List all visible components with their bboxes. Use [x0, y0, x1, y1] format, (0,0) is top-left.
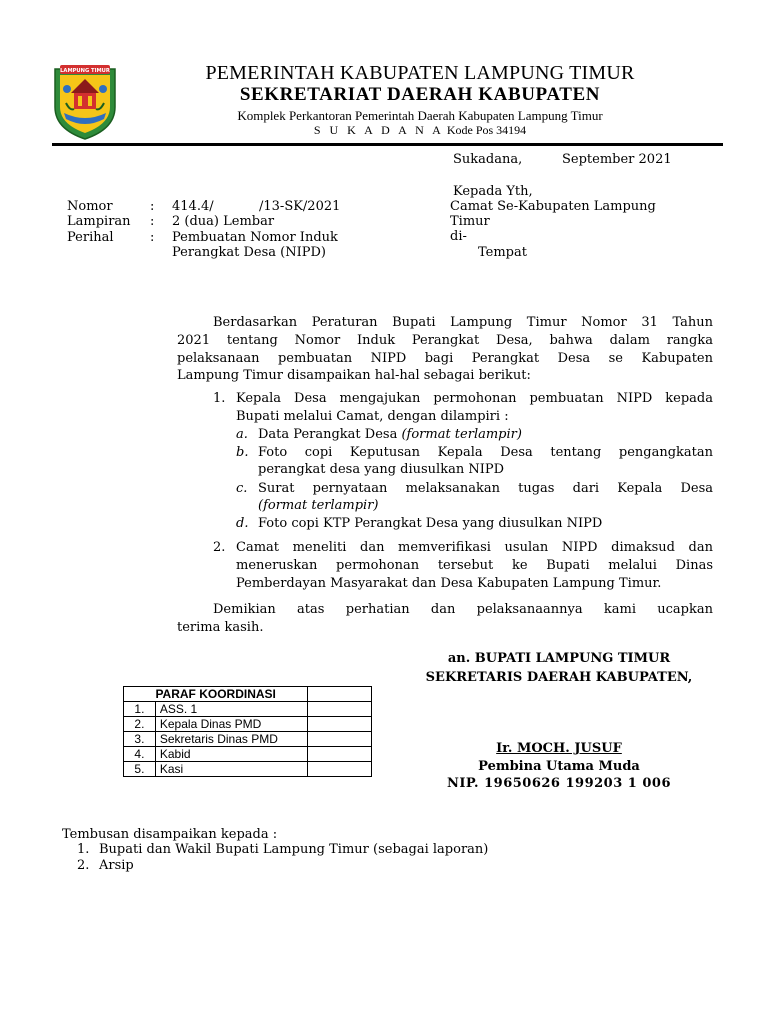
lampiran-value: 2 (dua) Lembar: [172, 214, 275, 229]
perihal-line2: Perangkat Desa (NIPD): [172, 245, 326, 260]
sub-b-line-1: Foto copi Keputusan Kepala Desa tentang pengangkatan: [258, 445, 713, 460]
recipient-line3: di-: [450, 229, 467, 244]
point-2-line-2: meneruskan permohonan tersebut ke Bupati melalui Dinas: [236, 558, 713, 573]
point-2-line-1: Camat meneliti dan memverifikasi usulan NIPD dimaksud dan: [236, 540, 713, 555]
paraf-header-row: [124, 687, 372, 702]
perihal-line1: Pembuatan Nomor Induk: [172, 230, 338, 245]
point-1-number: 1.: [213, 391, 226, 406]
table-row: [124, 702, 372, 717]
intro-line-4: Lampung Timur disampaikan hal-hal sebagai berikut:: [177, 368, 531, 383]
tembusan-item-2-number: 2.: [77, 858, 90, 873]
paraf-row-name: Kabid: [155, 747, 307, 762]
sub-d-text: Foto copi KTP Perangkat Desa yang diusulkan NIPD: [258, 516, 603, 531]
signature-line-1: an. BUPATI LAMPUNG TIMUR: [447, 651, 671, 666]
paraf-row-number: 3.: [124, 732, 156, 747]
paraf-row-number: 1.: [124, 702, 156, 717]
signature-name: Ir. MOCH. JUSUF: [496, 741, 622, 756]
sub-b-line-2: perangkat desa yang diusulkan NIPD: [258, 462, 505, 477]
perihal-colon: :: [150, 230, 155, 245]
nomor-value-b: /13-SK/2021: [259, 199, 341, 214]
paraf-row-number: 2.: [124, 717, 156, 732]
tembusan-item-1-number: 1.: [77, 842, 90, 857]
lampiran-colon: :: [150, 214, 155, 229]
table-row: [124, 747, 372, 762]
table-row: [124, 732, 372, 747]
intro-line-1: Berdasarkan Peraturan Bupati Lampung Timur Nomor 31 Tahun: [213, 315, 713, 330]
closing-line-1: Demikian atas perhatian dan pelaksanaannya kami ucapkan: [213, 602, 713, 617]
signature-nip: NIP. 19650626 199203 1 006: [446, 776, 672, 791]
tembusan-title: Tembusan disampaikan kepada :: [62, 827, 278, 842]
paraf-row-signature: [308, 717, 372, 732]
kop-city-postal: [120, 123, 720, 138]
kop-postal: Kode Pos 34194: [446, 123, 527, 137]
recipient-line1: Camat Se-Kabupaten Lampung: [450, 199, 656, 214]
closing-line-2: terima kasih.: [177, 620, 264, 635]
paraf-row-signature: [308, 732, 372, 747]
sub-c-letter: c.: [236, 481, 248, 496]
lampiran-label: Lampiran: [67, 214, 131, 229]
nomor-value-a: 414.4/: [172, 199, 214, 214]
sub-c-line-2: (format terlampir): [258, 498, 379, 513]
paraf-row-number: 5.: [124, 762, 156, 777]
paraf-row-name: Kepala Dinas PMD: [155, 717, 307, 732]
recipient-line4: Tempat: [478, 245, 527, 260]
signature-line-2: SEKRETARIS DAERAH KABUPATEN,: [425, 670, 693, 685]
paraf-row-name: ASS. 1: [155, 702, 307, 717]
point-2-line-3: Pemberdayan Masyarakat dan Desa Kabupaten Lampung Timur.: [236, 576, 662, 591]
tembusan-item-1: Bupati dan Wakil Bupati Lampung Timur (sebagai laporan): [99, 842, 489, 857]
nomor-label: Nomor: [67, 199, 113, 214]
paraf-koordinasi-table: [123, 686, 372, 777]
table-row: [124, 717, 372, 732]
signature-rank: Pembina Utama Muda: [478, 759, 640, 774]
paraf-row-number: 4.: [124, 747, 156, 762]
tembusan-item-2: Arsip: [99, 858, 134, 873]
point-2-number: 2.: [213, 540, 226, 555]
kop-city: S U K A D A N A: [313, 123, 444, 137]
nomor-colon: :: [150, 199, 155, 214]
paraf-row-signature: [308, 702, 372, 717]
logo-text: LAMPUNG TIMUR: [60, 68, 110, 74]
sub-b-letter: b.: [236, 445, 249, 460]
table-row: [124, 762, 372, 777]
sub-a-letter: a.: [236, 427, 248, 442]
recipient-line2: Timur: [450, 214, 490, 229]
paraf-row-name: Kasi: [155, 762, 307, 777]
paraf-row-signature: [308, 747, 372, 762]
sub-a-text: Data Perangkat Desa (format terlampir): [258, 427, 522, 442]
sub-d-letter: d.: [236, 516, 249, 531]
paraf-row-signature: [308, 762, 372, 777]
perihal-label: Perihal: [67, 230, 114, 245]
date-place: Sukadana,: [453, 152, 523, 167]
recipient-to: Kepada Yth,: [453, 184, 533, 199]
intro-line-2: 2021 tentang Nomor Induk Perangkat Desa, bahwa dalam rangka: [177, 333, 713, 348]
paraf-title: PARAF KOORDINASI: [124, 687, 308, 702]
point-1-line-1: Kepala Desa mengajukan permohonan pembuatan NIPD kepada: [236, 391, 713, 406]
date-month-year: September 2021: [562, 152, 672, 167]
kop-rule: [52, 143, 723, 146]
paraf-row-name: Sekretaris Dinas PMD: [155, 732, 307, 747]
kop-address: Komplek Perkantoran Pemerintah Daerah Kabupaten Lampung Timur: [237, 108, 603, 123]
intro-line-3: pelaksanaan pembuatan NIPD bagi Perangkat Desa se Kabupaten: [177, 351, 713, 366]
paraf-signature-col: [308, 687, 372, 702]
sub-c-line-1: Surat pernyataan melaksanakan tugas dari Kepala Desa: [258, 481, 713, 496]
kop-line-1: PEMERINTAH KABUPATEN LAMPUNG TIMUR: [205, 62, 635, 84]
lampung-timur-crest-logo: [52, 63, 118, 141]
kop-line-2: SEKRETARIAT DAERAH KABUPATEN: [239, 84, 601, 105]
point-1-line-2: Bupati melalui Camat, dengan dilampiri :: [236, 409, 509, 424]
